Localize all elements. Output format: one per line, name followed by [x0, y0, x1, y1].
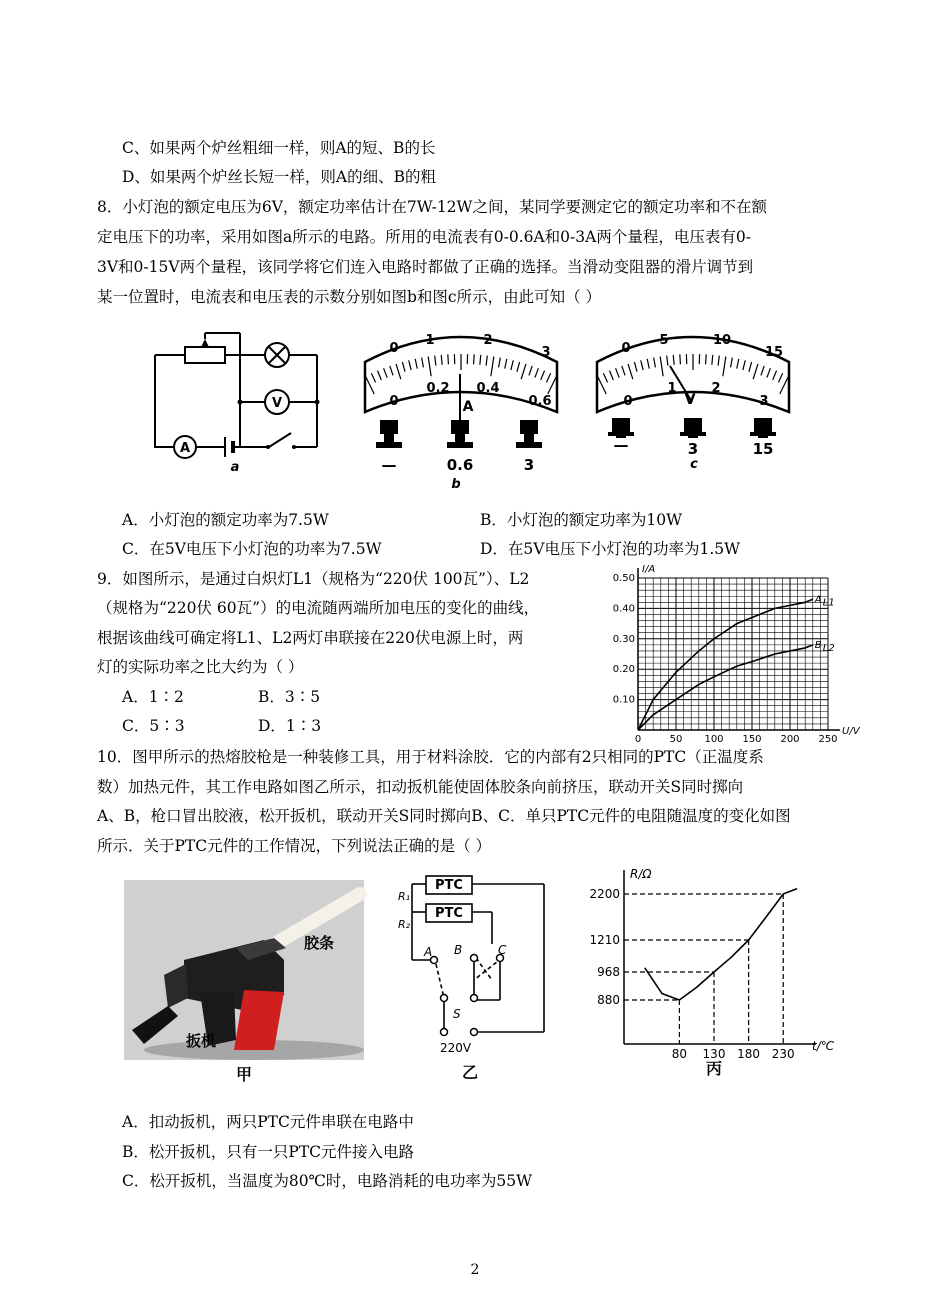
dial-tick — [603, 373, 607, 382]
figure-b-caption: b — [451, 477, 461, 492]
y-tick-label: 0.50 — [612, 573, 635, 584]
dial-tick — [491, 356, 494, 376]
x-tick-label: 180 — [737, 1047, 761, 1061]
q9-option-b: B．3∶5 — [258, 688, 321, 706]
dial-tick — [546, 373, 550, 382]
x-tick-label: 250 — [818, 734, 838, 745]
dial-tick — [641, 360, 643, 370]
dial-tick — [634, 362, 637, 372]
series-legend: L1 — [822, 597, 835, 609]
dial-tick — [773, 371, 777, 380]
voltmeter-bottom-tick: 0 — [623, 394, 633, 409]
series-line-1 — [638, 599, 813, 730]
dial-tick — [616, 368, 620, 377]
q10-figure-glue-gun — [124, 880, 364, 1085]
ammeter-bottom-tick: 0.6 — [528, 394, 552, 409]
dial-tick — [535, 368, 539, 377]
q8-stem-line1: 8．小灯泡的额定电压为6V，额定功率估计在7W-12W之间，某同学要测定它的额定功率和不在额 — [97, 198, 767, 216]
y-tick-label: 1210 — [589, 933, 620, 947]
dial-tick — [474, 354, 475, 364]
x-tick-label: 200 — [780, 734, 800, 745]
ammeter-bottom-tick: 0.4 — [476, 381, 500, 396]
dial-tick — [422, 358, 424, 368]
q10-rt-chart — [580, 860, 835, 1082]
q10-stem-line1: 10．图甲所示的热熔胶枪是一种装修工具，用于材料涂胶．它的内部有2只相同的PTC（正温度系 — [97, 748, 764, 766]
ammeter-terminal-label: 0.6 — [446, 456, 474, 474]
dial-tick — [753, 364, 758, 379]
ammeter-terminal-label: 3 — [523, 456, 535, 474]
voltmeter-bottom-tick: 2 — [711, 381, 721, 396]
dial-tick — [371, 373, 375, 382]
q9-option-a: A．1∶2 — [122, 688, 184, 706]
dial-tick — [548, 376, 557, 394]
q7-option-c: C、如果两个炉丝粗细一样，则A的短、B的长 — [122, 139, 436, 157]
voltmeter-bottom-tick: 3 — [759, 394, 769, 409]
figure-a-caption: a — [230, 460, 240, 475]
x-tick-label: 130 — [702, 1047, 726, 1061]
ammeter-top-tick: 1 — [425, 333, 435, 348]
q8-stem-line4: 某一位置时，电流表和电压表的示数分别如图b和图c所示，由此可知（ ） — [97, 288, 602, 306]
ammeter-bottom-tick: 0.2 — [426, 381, 450, 396]
dial-tick — [673, 355, 674, 365]
dial-tick — [749, 362, 752, 372]
x-tick-label: 50 — [669, 734, 683, 745]
q9-option-c: C．5∶3 — [122, 717, 185, 735]
dial-tick — [402, 362, 405, 372]
y-tick-label: 880 — [597, 993, 620, 1007]
ammeter-terminals — [376, 420, 542, 448]
q8-figure-b-ammeter — [360, 322, 570, 492]
y-tick-label: 968 — [597, 965, 620, 979]
dial-tick — [743, 360, 745, 370]
dial-tick — [365, 376, 374, 394]
voltage-label: 220V — [440, 1041, 472, 1055]
x-tick-label: 80 — [671, 1047, 688, 1061]
y-tick-label: 0.10 — [612, 694, 635, 706]
series-label: A — [814, 594, 822, 606]
r1-label: R₁ — [397, 890, 411, 903]
dial-tick — [521, 364, 526, 379]
dial-tick — [778, 373, 782, 382]
q9-stem-line1: 9．如图所示，是通过白炽灯L1（规格为“220伏 100瓦”）、L2 — [97, 570, 530, 588]
dial-tick — [731, 358, 733, 368]
dial-tick — [597, 376, 606, 394]
dial-tick — [654, 358, 656, 368]
voltmeter-top-tick: 15 — [764, 345, 784, 360]
dial-tick — [390, 366, 393, 375]
q8-figure-c-voltmeter — [592, 322, 802, 472]
figure-bing-caption: 丙 — [705, 1059, 723, 1078]
voltmeter-unit: V — [684, 392, 696, 408]
q8-option-a: A．小灯泡的额定功率为7.5W — [122, 511, 329, 529]
dial-tick — [505, 359, 507, 369]
q9-iu-chart — [600, 560, 860, 748]
x-tick-label: 150 — [742, 734, 762, 745]
voltmeter-top-tick: 0 — [621, 341, 631, 356]
dial-tick — [441, 355, 442, 365]
dial-tick — [660, 356, 663, 376]
ptc-1-label: PTC — [435, 878, 463, 893]
dial-tick — [384, 368, 388, 377]
dial-tick — [628, 364, 633, 379]
x-axis-label: U/V — [842, 726, 860, 737]
voltmeter-top-tick: 10 — [712, 333, 732, 348]
dial-tick — [667, 356, 668, 366]
dial-tick — [622, 366, 625, 375]
q10-stem-line4: 所示．关于PTC元件的工作情况，下列说法正确的是（ ） — [97, 837, 492, 855]
page-number: 2 — [470, 1262, 480, 1278]
voltmeter-top-tick: 5 — [659, 333, 669, 348]
q9-option-d: D．1∶3 — [258, 717, 322, 735]
ammeter-top-tick: 2 — [483, 333, 493, 348]
q8-figure-a-circuit — [145, 325, 335, 475]
q8-option-b: B．小灯泡的额定功率为10W — [480, 511, 683, 529]
dial-tick — [647, 359, 649, 369]
dial-tick — [723, 356, 726, 376]
figure-yi-caption: 乙 — [461, 1063, 479, 1082]
voltmeter-bottom-tick: 1 — [667, 381, 677, 396]
dial-tick — [415, 359, 417, 369]
q10-option-a: A．扣动扳机，两只PTC元件串联在电路中 — [122, 1113, 414, 1131]
q8-option-d: D．在5V电压下小灯泡的功率为1.5W — [480, 540, 741, 558]
switch-s-label: S — [453, 1007, 461, 1021]
dial-tick — [761, 366, 764, 375]
dial-tick — [541, 371, 545, 380]
q8-stem-line2: 定电压下的功率，采用如图a所示的电路。所用的电流表有0-0.6A和0-3A两个量程，电压表有0- — [97, 228, 751, 246]
ammeter-unit: A — [462, 399, 474, 415]
dial-tick — [377, 371, 381, 380]
q9-stem-line3: 根据该曲线可确定将L1、L2两灯串联接在220伏电源上时，两 — [97, 629, 524, 647]
voltmeter-terminal-label: — — [613, 436, 629, 454]
ammeter-terminal-label: — — [381, 456, 397, 474]
terminal-a-label: A — [424, 945, 433, 959]
voltmeter-terminal-label: 15 — [752, 440, 774, 458]
q9-stem-line4: 灯的实际功率之比大约为（ ） — [97, 658, 304, 676]
y-tick-label: 0.40 — [612, 603, 635, 615]
dial-tick — [609, 371, 613, 380]
dial-tick — [780, 376, 789, 394]
voltmeter-terminals — [608, 418, 776, 438]
terminal-b-label: B — [454, 943, 463, 957]
q8-option-c: C．在5V电压下小灯泡的功率为7.5W — [122, 540, 382, 558]
q10-option-c: C．松开扳机，当温度为80℃时，电路消耗的电功率为55W — [122, 1172, 533, 1190]
dial-tick — [706, 354, 707, 364]
ammeter-bottom-tick: 0 — [389, 394, 399, 409]
dial-tick — [409, 360, 411, 370]
ptc-2-label: PTC — [435, 906, 463, 921]
dial-tick — [448, 354, 449, 364]
y-tick-label: 0.20 — [612, 664, 635, 676]
voltmeter-label: V — [271, 396, 283, 411]
ammeter-top-tick: 3 — [541, 345, 551, 360]
y-axis-label: I/A — [642, 564, 656, 575]
q7-option-d: D、如果两个炉丝长短一样，则A的细、B的粗 — [122, 168, 437, 186]
x-tick-label: 230 — [771, 1047, 795, 1061]
dial-tick — [435, 356, 436, 366]
x-axis-label: t/℃ — [812, 1039, 835, 1053]
x-tick-label: 100 — [704, 734, 724, 745]
glue-stick-label: 胶条 — [304, 934, 335, 952]
q9-stem-line2: （规格为“220伏 60瓦”）的电流随两端所加电压的变化的曲线， — [97, 599, 540, 617]
figure-jia-caption: 甲 — [235, 1065, 253, 1084]
series-legend: L2 — [822, 642, 835, 654]
dial-tick — [529, 366, 532, 375]
y-tick-label: 2200 — [589, 887, 620, 901]
dial-tick — [511, 360, 513, 370]
dial-tick — [767, 368, 771, 377]
ammeter-label: A — [179, 441, 191, 456]
y-axis-label: R/Ω — [630, 867, 652, 881]
dial-tick — [396, 364, 401, 379]
dial-tick — [737, 359, 739, 369]
dial-tick — [499, 358, 501, 368]
y-tick-label: 0.30 — [612, 633, 635, 645]
x-tick-label: 0 — [634, 734, 642, 745]
dial-tick — [718, 356, 719, 366]
r2-label: R₂ — [397, 918, 411, 931]
figure-c-caption: c — [690, 457, 698, 472]
dial-tick — [480, 355, 481, 365]
dial-tick — [712, 355, 713, 365]
terminal-c-label: C — [498, 943, 507, 957]
dial-tick — [428, 356, 431, 376]
dial-tick — [517, 362, 520, 372]
q10-stem-line2: 数）加热元件，其工作电路如图乙所示，扣动扳机能使固体胶条向前挤压，联动开关S同时掷向 — [97, 778, 744, 796]
dial-tick — [486, 356, 487, 366]
q8-stem-line3: 3V和0-15V两个量程，该同学将它们连入电路时都做了正确的选择。当滑动变阻器的滑片调节到 — [97, 258, 754, 276]
q10-stem-line3: A、B，枪口冒出胶液，松开扳机，联动开关S同时掷向B、C．单只PTC元件的电阻随温度的变化如图 — [97, 807, 791, 825]
q10-figure-circuit — [392, 870, 557, 1085]
trigger-label: 扳机 — [186, 1032, 217, 1050]
q10-option-b: B．松开扳机，只有一只PTC元件接入电路 — [122, 1143, 415, 1161]
series-label: B — [814, 639, 822, 651]
ammeter-top-tick: 0 — [389, 341, 399, 356]
series-line-ptc — [645, 889, 797, 1000]
dial-tick — [680, 354, 681, 364]
voltmeter-terminal-label: 3 — [687, 440, 699, 458]
